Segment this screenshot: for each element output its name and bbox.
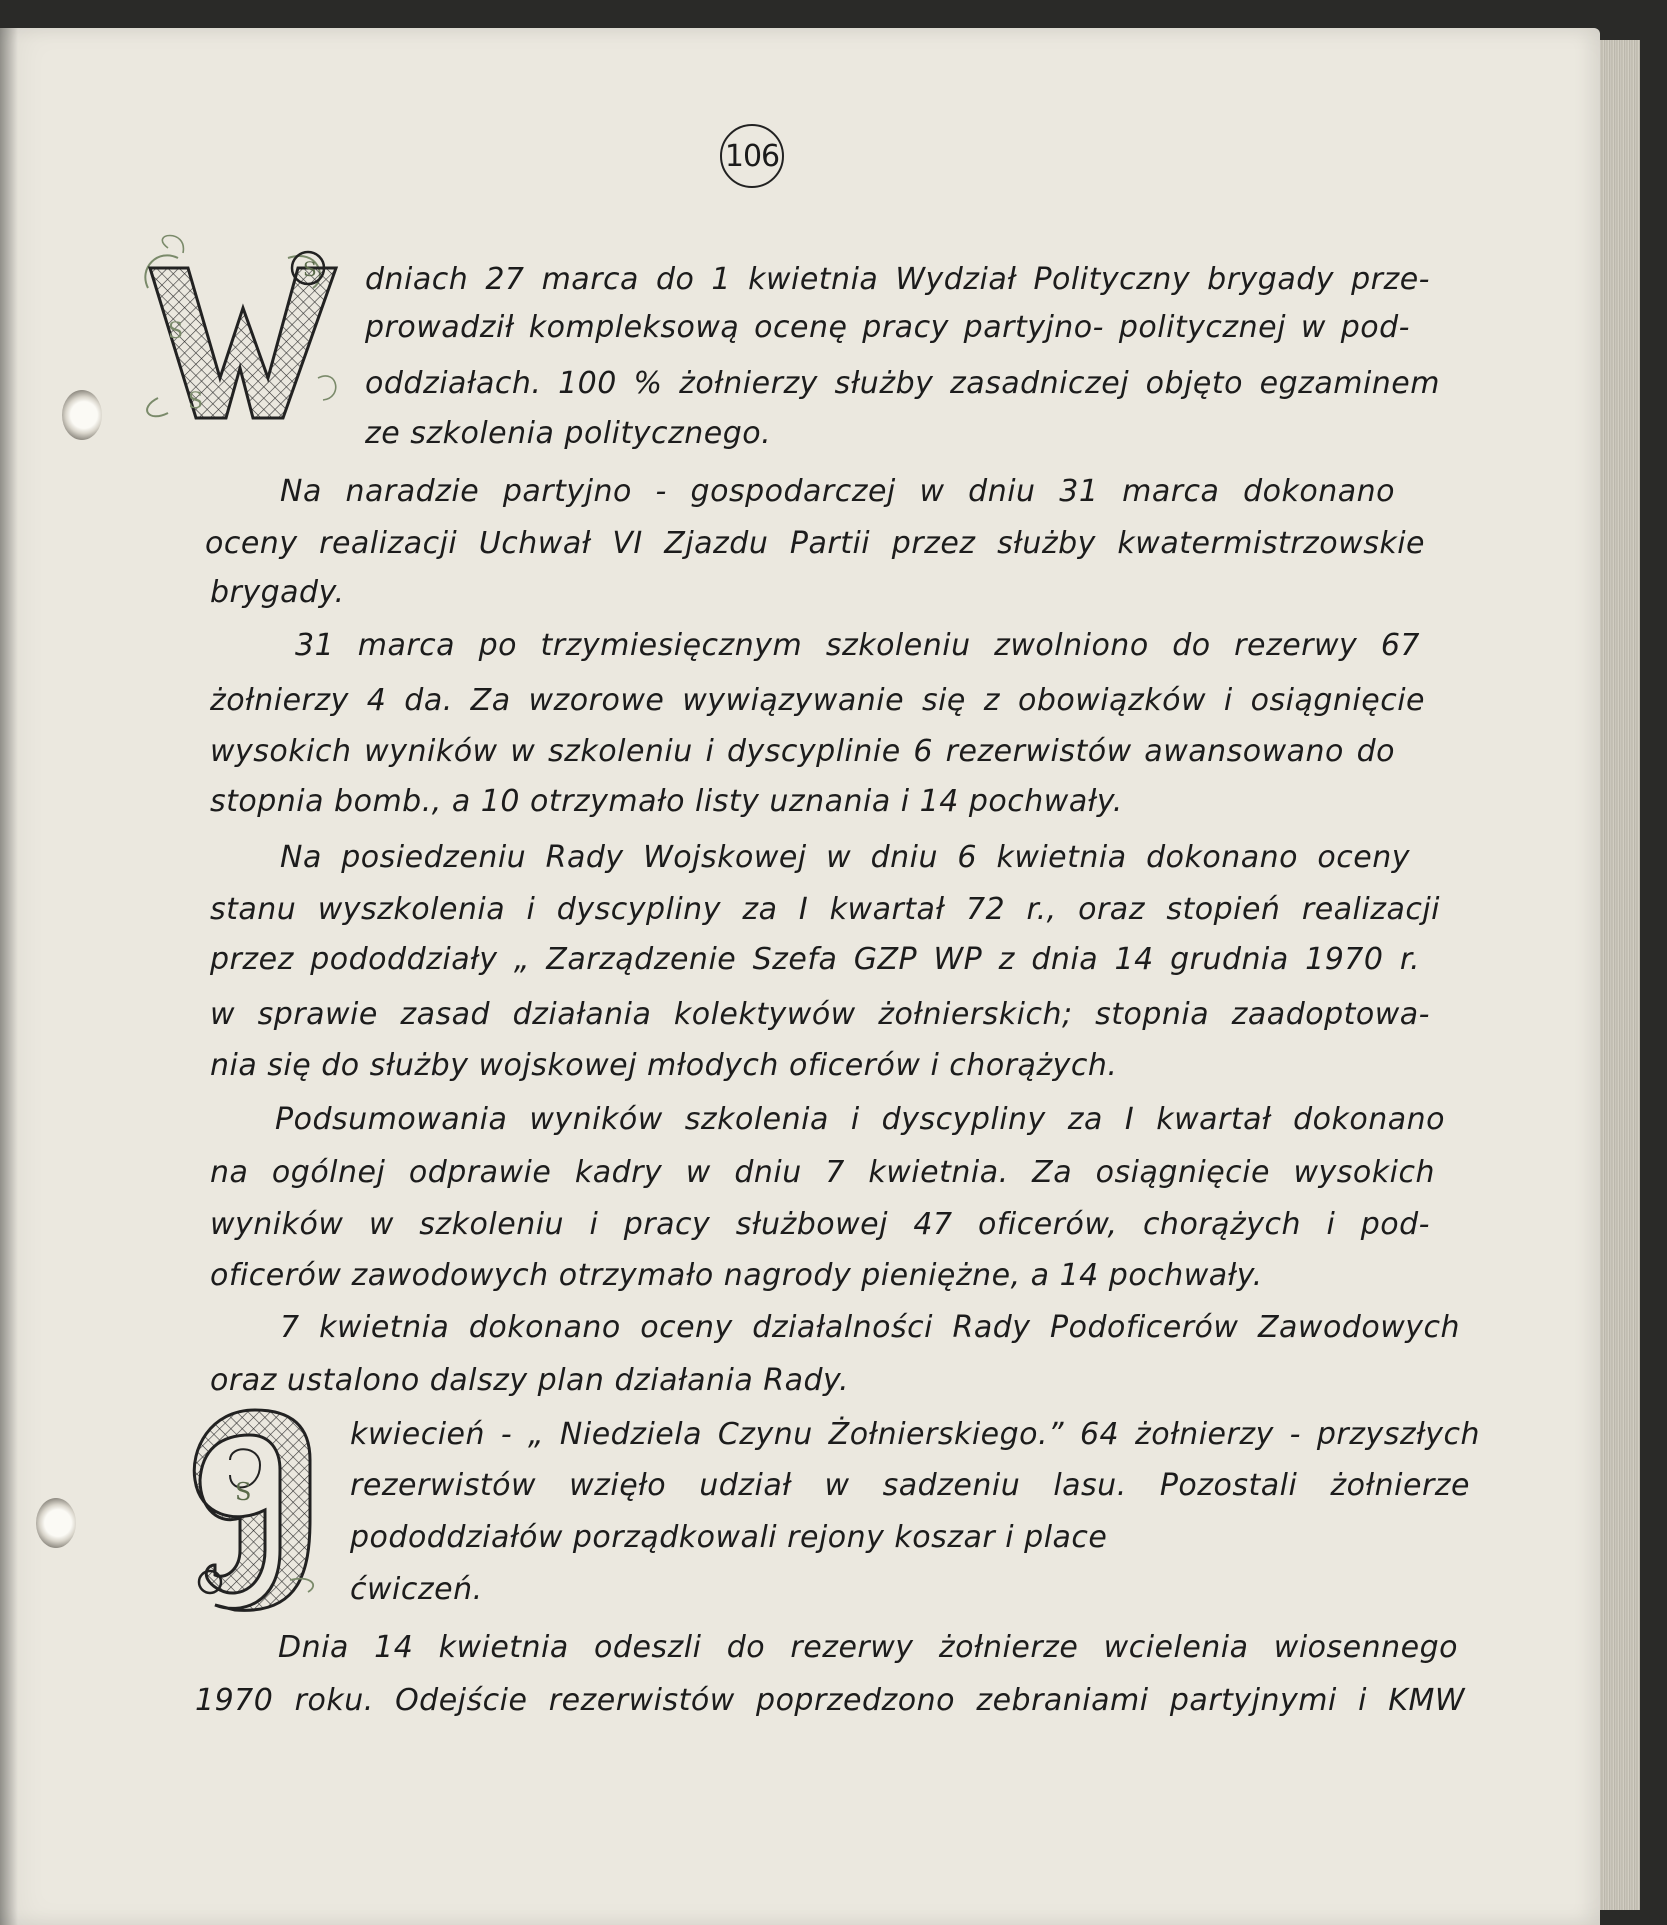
text-line-20: oficerów zawodowych otrzymało nagrody pieniężne, a 14 pochwały. <box>210 1258 1263 1293</box>
text-line-7: brygady. <box>210 575 345 610</box>
text-line-3: oddziałach. 100 % żołnierzy służby zasadniczej objęto egzaminem <box>365 366 1440 401</box>
text-line-18: na ogólnej odprawie kadry w dniu 7 kwietnia. Za osiągnięcie wysokich <box>210 1155 1435 1190</box>
text-line-6: oceny realizacji Uchwał VI Zjazdu Partii przez służby kwatermistrzowskie <box>205 526 1425 561</box>
svg-text:S: S <box>188 389 204 414</box>
text-line-24: rezerwistów wzięło udział w sadzeniu lasu. Pozostali żołnierze <box>350 1468 1470 1503</box>
text-line-8: 31 marca po trzymiesięcznym szkoleniu zwolniono do rezerwy 67 <box>295 628 1420 663</box>
page-number-text: 106 <box>724 138 780 174</box>
text-line-26: ćwiczeń. <box>350 1572 483 1607</box>
text-line-27: Dnia 14 kwietnia odeszli do rezerwy żołnierze wcielenia wiosennego <box>278 1630 1458 1665</box>
text-line-12: Na posiedzeniu Rady Wojskowej w dniu 6 kwietnia dokonano oceny <box>280 840 1410 875</box>
text-line-13: stanu wyszkolenia i dyscypliny za I kwartał 72 r., oraz stopień realizacji <box>210 892 1440 927</box>
text-line-11: stopnia bomb., a 10 otrzymało listy uznania i 14 pochwały. <box>210 784 1123 819</box>
page-stack-edges <box>1600 40 1640 1910</box>
text-line-15: w sprawie zasad działania kolektywów żołnierskich; stopnia zaadoptowa- <box>210 997 1430 1032</box>
text-line-28: 1970 roku. Odejście rezerwistów poprzedzono zebraniami partyjnymi i KMW <box>195 1683 1465 1718</box>
text-line-1: dniach 27 marca do 1 kwietnia Wydział Polityczny brygady prze- <box>365 262 1430 297</box>
text-line-23: kwiecień - „ Niedziela Czynu Żołnierskiego.” 64 żołnierzy - przyszłych <box>350 1417 1480 1452</box>
svg-text:S: S <box>168 319 184 344</box>
text-line-2: prowadził kompleksową ocenę pracy partyjno- politycznej w pod- <box>365 310 1410 345</box>
text-line-16: nia się do służby wojskowej młodych oficerów i chorążych. <box>210 1048 1118 1083</box>
text-line-10: wysokich wyników w szkoleniu i dyscyplinie 6 rezerwistów awansowano do <box>210 734 1395 769</box>
text-line-19: wyników w szkoleniu i pracy służbowej 47 oficerów, chorążych i pod- <box>210 1207 1430 1242</box>
text-line-22: oraz ustalono dalszy plan działania Rady. <box>210 1363 849 1398</box>
svg-text:S: S <box>303 257 317 281</box>
text-line-4: ze szkolenia politycznego. <box>365 416 772 451</box>
text-line-25: pododdziałów porządkowali rejony koszar i place <box>350 1520 1108 1555</box>
text-line-21: 7 kwietnia dokonano oceny działalności Rady Podoficerów Zawodowych <box>280 1310 1460 1345</box>
text-line-5: Na naradzie partyjno - gospodarczej w dniu 31 marca dokonano <box>280 474 1395 509</box>
svg-text:S: S <box>235 1478 252 1506</box>
text-line-14: przez pododdziały „ Zarządzenie Szefa GZP WP z dnia 14 grudnia 1970 r. <box>210 942 1420 977</box>
text-line-17: Podsumowania wyników szkolenia i dyscypliny za I kwartał dokonano <box>275 1102 1445 1137</box>
text-line-9: żołnierzy 4 da. Za wzorowe wywiązywanie się z obowiązków i osiągnięcie <box>210 683 1425 718</box>
